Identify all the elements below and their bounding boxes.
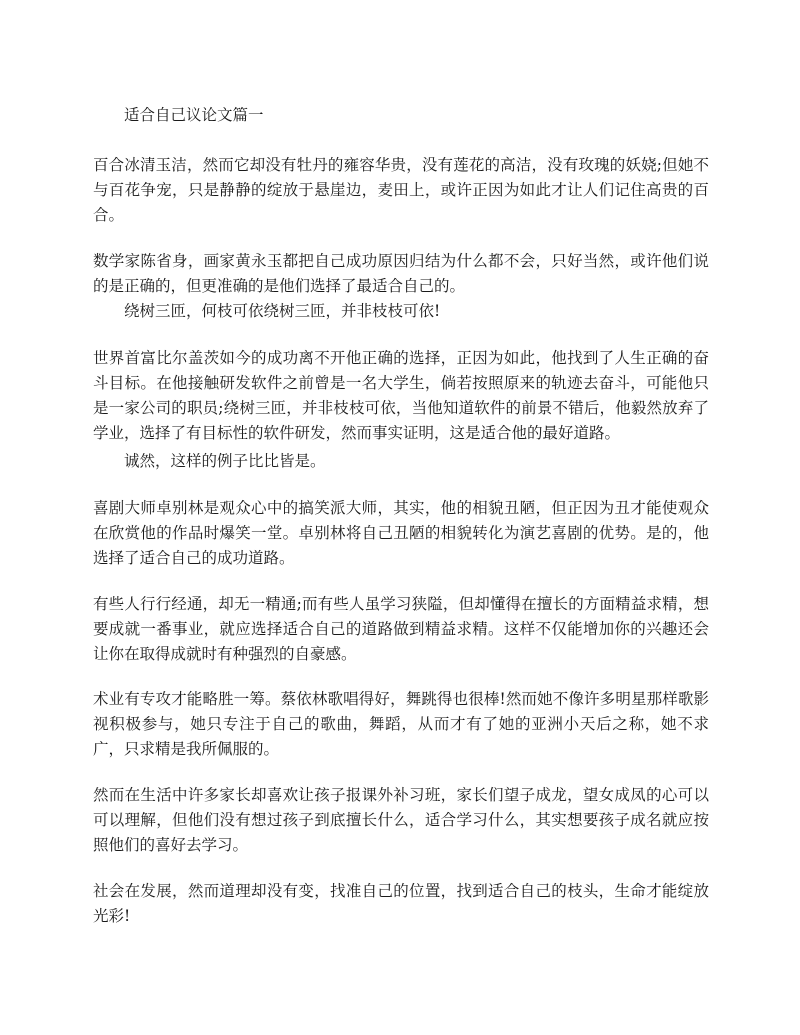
document-title: 适合自己议论文篇一 — [124, 106, 264, 124]
paragraph: 百合冰清玉洁，然而它却没有牡丹的雍容华贵，没有莲花的高洁，没有玫瑰的妖娆;但她不与百花争宠，只是静静的绽放于悬崖边，麦田上，或许正因为如此才让人们记住高贵的百合。 — [93, 156, 709, 224]
paragraph: 有些人行行经通，却无一精通;而有些人虽学习狭隘，但却懂得在擅长的方面精益求精，想要成就一番事业，就应选择适合自己的道路做到精益求精。这样不仅能增加你的兴趣还会让你在取得成就时有种强烈的自豪感。 — [93, 595, 709, 663]
paragraph: 然而在生活中许多家长却喜欢让孩子报课外补习班，家长们望子成龙，望女成凤的心可以可以理解，但他们没有想过孩子到底擅长什么，适合学习什么，其实想要孩子成名就应按照他们的喜好去学习。 — [93, 786, 709, 854]
paragraph: 绕树三匝，何枝可依绕树三匝，并非枝枝可依! — [124, 302, 441, 320]
paragraph: 喜剧大师卓别林是观众心中的搞笑派大师，其实，他的相貌丑陋，但正因为丑才能使观众在欣赏他的作品时爆笑一堂。卓别林将自己丑陋的相貌转化为演艺喜剧的优势。是的，他选择了适合自己的成功道路。 — [93, 499, 709, 567]
paragraph: 诚然，这样的例子比比皆是。 — [124, 452, 326, 470]
paragraph: 术业有专攻才能略胜一筹。蔡依林歌唱得好，舞跳得也很棒!然而她不像许多明星那样歌影视积极参与，她只专注于自己的歌曲，舞蹈，从而才有了她的亚洲小天后之称，她不求广，只求精是我所佩服的。 — [93, 690, 709, 758]
paragraph: 世界首富比尔盖茨如今的成功离不开他正确的选择，正因为如此，他找到了人生正确的奋斗目标。在他接触研发软件之前曾是一名大学生，倘若按照原来的轨迹去奋斗，可能他只是一家公司的职员;绕树三匝，并非枝枝可依，当他知道软件的前景不错后，他毅然放弃了学业，选择了有目标性的软件研发，然而事实证明，这是适合他的最好道路。 — [93, 349, 709, 442]
paragraph: 社会在发展，然而道理却没有变，找准自己的位置，找到适合自己的枝头，生命才能绽放光彩! — [93, 882, 709, 925]
paragraph: 数学家陈省身，画家黄永玉都把自己成功原因归结为什么都不会，只好当然，或许他们说的是正确的，但更准确的是他们选择了最适合自己的。 — [93, 252, 709, 295]
